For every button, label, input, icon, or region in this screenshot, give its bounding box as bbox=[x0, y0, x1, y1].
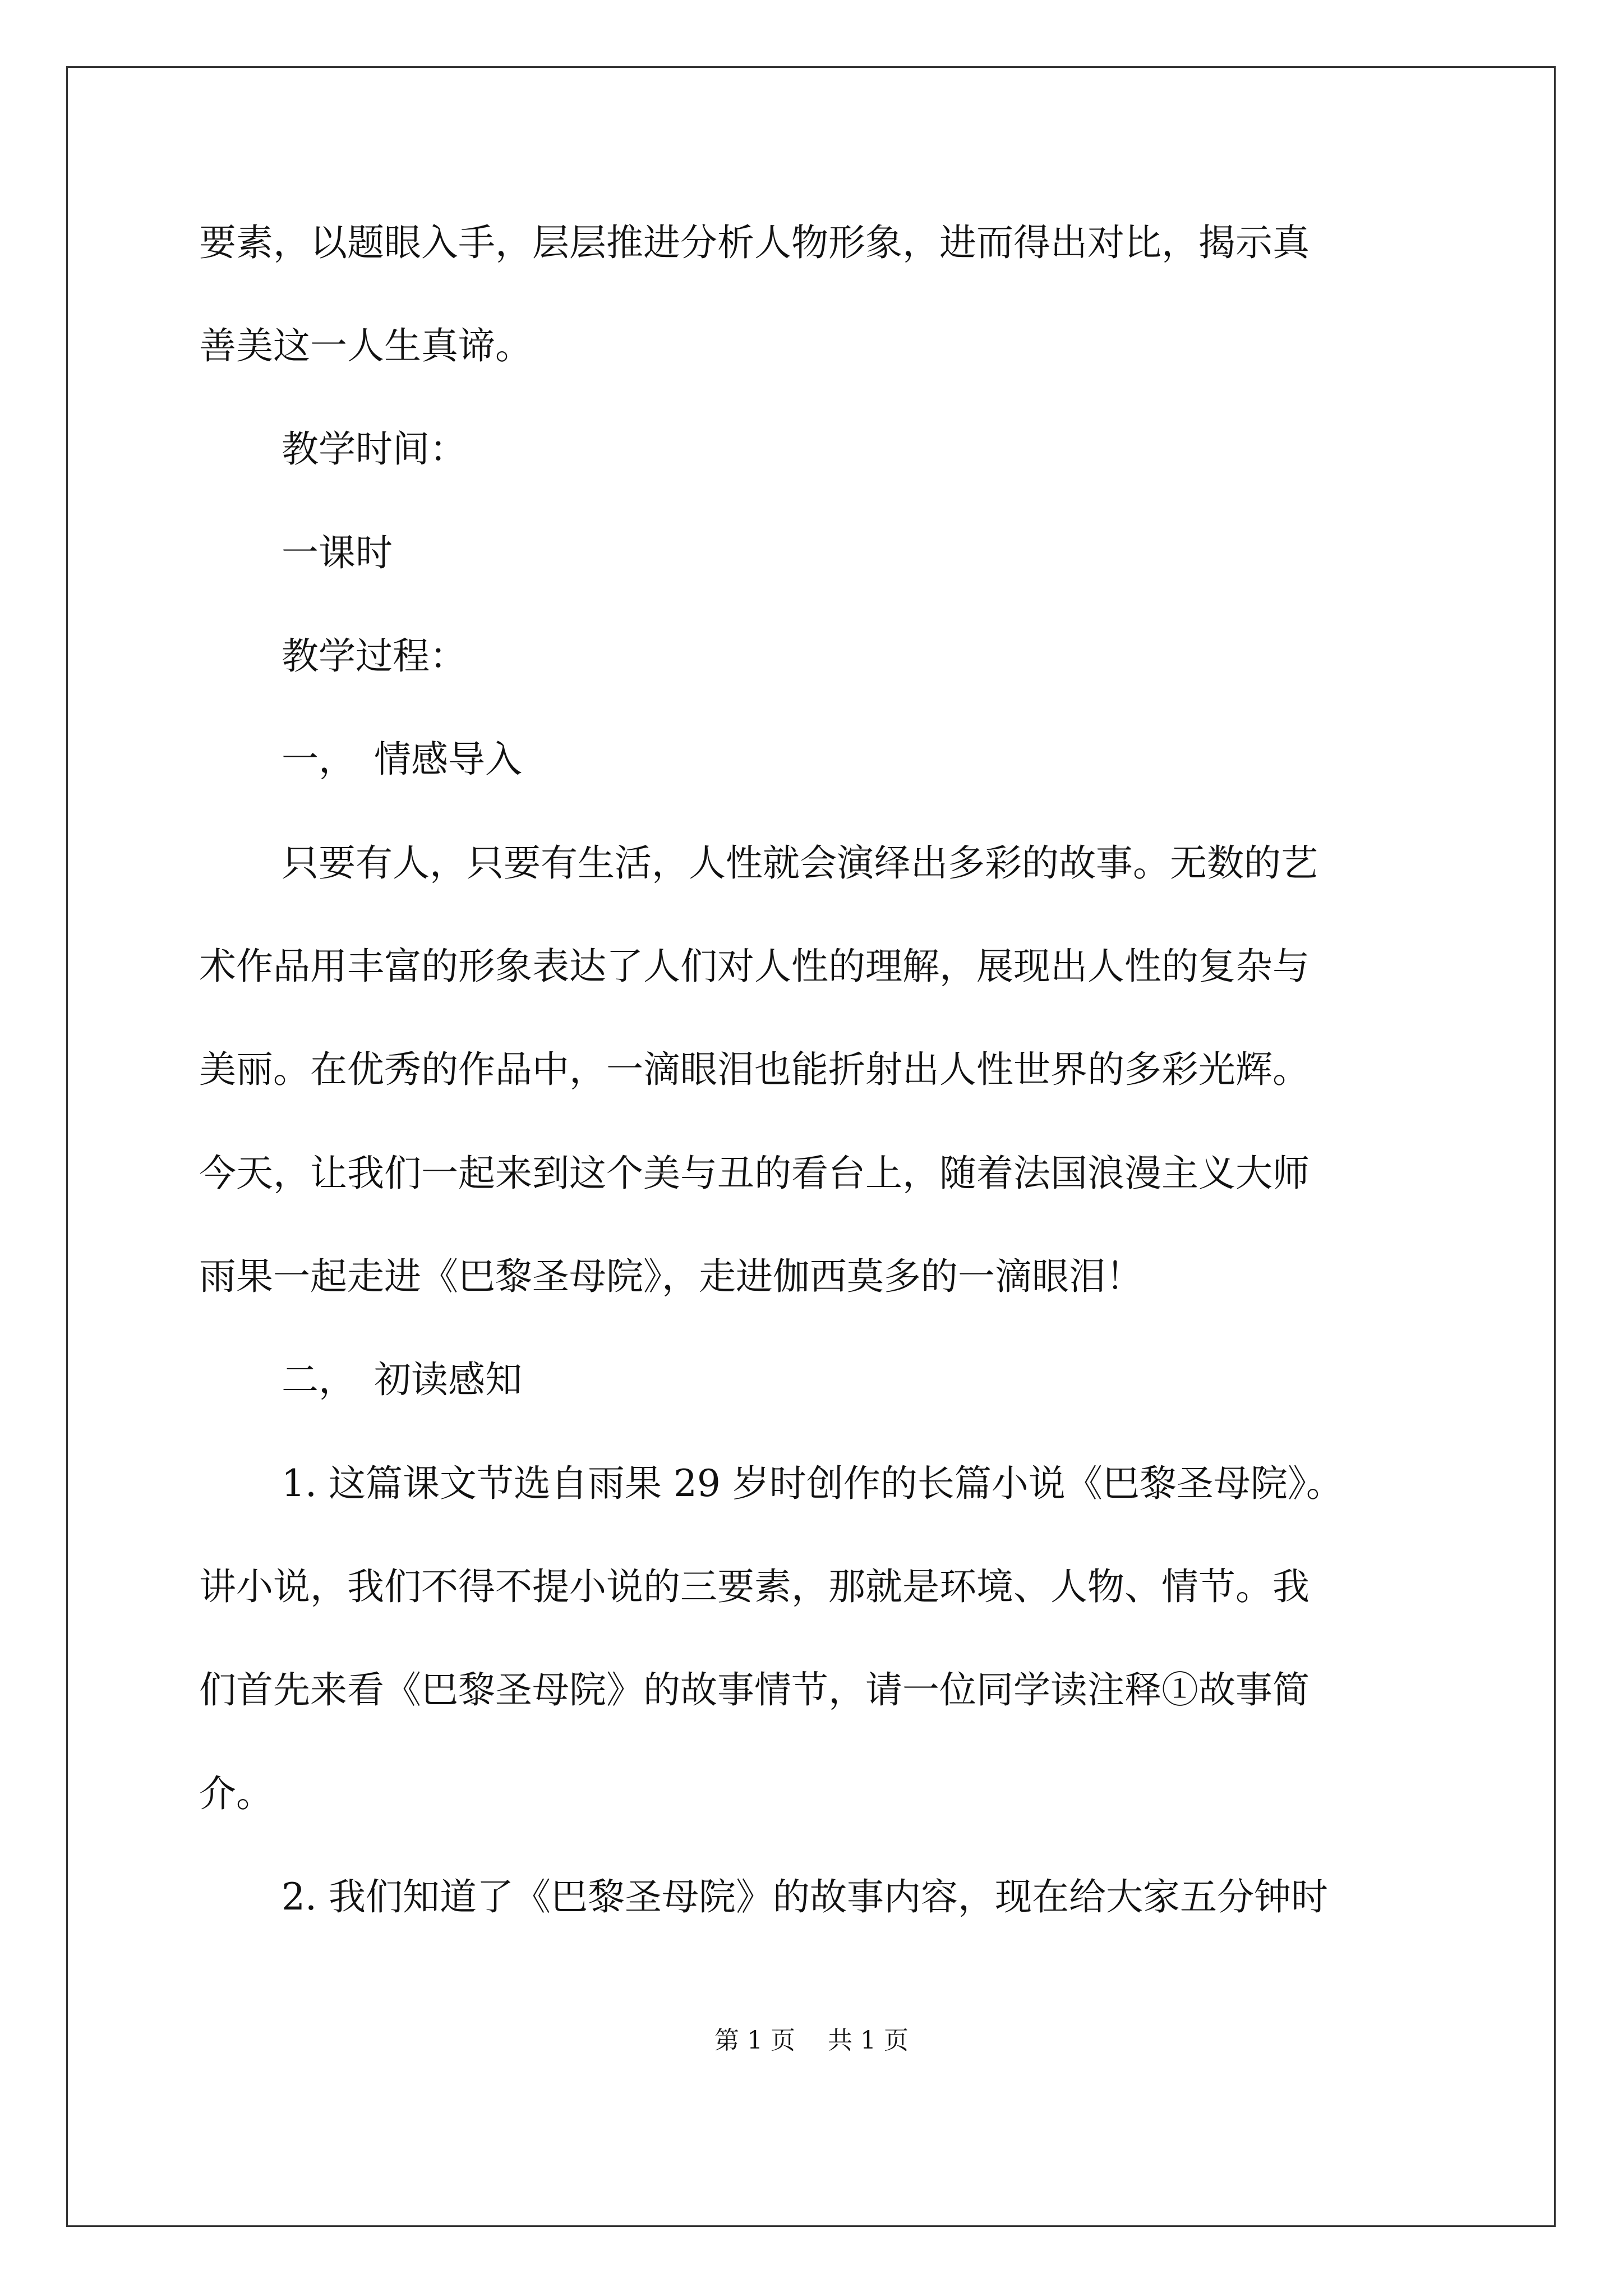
section-heading-1: 一， 情感导入 bbox=[282, 738, 522, 781]
text-line-10: 今天，让我们一起来到这个美与丑的看台上，随着法国浪漫主义大师 bbox=[199, 1152, 1310, 1195]
page-footer: 第 1 页 共 1 页 bbox=[714, 2026, 909, 2055]
text-line-15: 们首先来看《巴黎圣母院》的故事情节，请一位同学读注释①故事简 bbox=[199, 1668, 1310, 1711]
text-line-14: 讲小说，我们不得不提小说的三要素，那就是环境、人物、情节。我 bbox=[199, 1565, 1310, 1608]
text-line-13: 1. 这篇课文节选自雨果 29 岁时创作的长篇小说《巴黎圣母院》。 bbox=[282, 1462, 1343, 1505]
text-line-4: 一课时 bbox=[282, 531, 393, 574]
text-line-2: 善美这一人生真谛。 bbox=[199, 324, 532, 367]
text-line-8: 术作品用丰富的形象表达了人们对人性的理解，展现出人性的复杂与 bbox=[199, 945, 1310, 988]
text-line-3: 教学时间： bbox=[282, 427, 467, 471]
text-line-1: 要素，以题眼入手，层层推进分析人物形象，进而得出对比，揭示真 bbox=[199, 221, 1310, 264]
section-heading-2: 二， 初读感知 bbox=[282, 1358, 522, 1401]
text-line-7: 只要有人，只要有生活，人性就会演绎出多彩的故事。无数的艺 bbox=[282, 841, 1318, 885]
text-line-17: 2. 我们知道了《巴黎圣母院》的故事内容，现在给大家五分钟时 bbox=[282, 1875, 1328, 1918]
text-line-9: 美丽。在优秀的作品中，一滴眼泪也能折射出人性世界的多彩光辉。 bbox=[199, 1048, 1310, 1091]
text-line-5: 教学过程： bbox=[282, 634, 467, 678]
text-line-11: 雨果一起走进《巴黎圣母院》，走进伽西莫多的一滴眼泪！ bbox=[199, 1255, 1143, 1298]
text-line-16: 介。 bbox=[199, 1772, 273, 1815]
